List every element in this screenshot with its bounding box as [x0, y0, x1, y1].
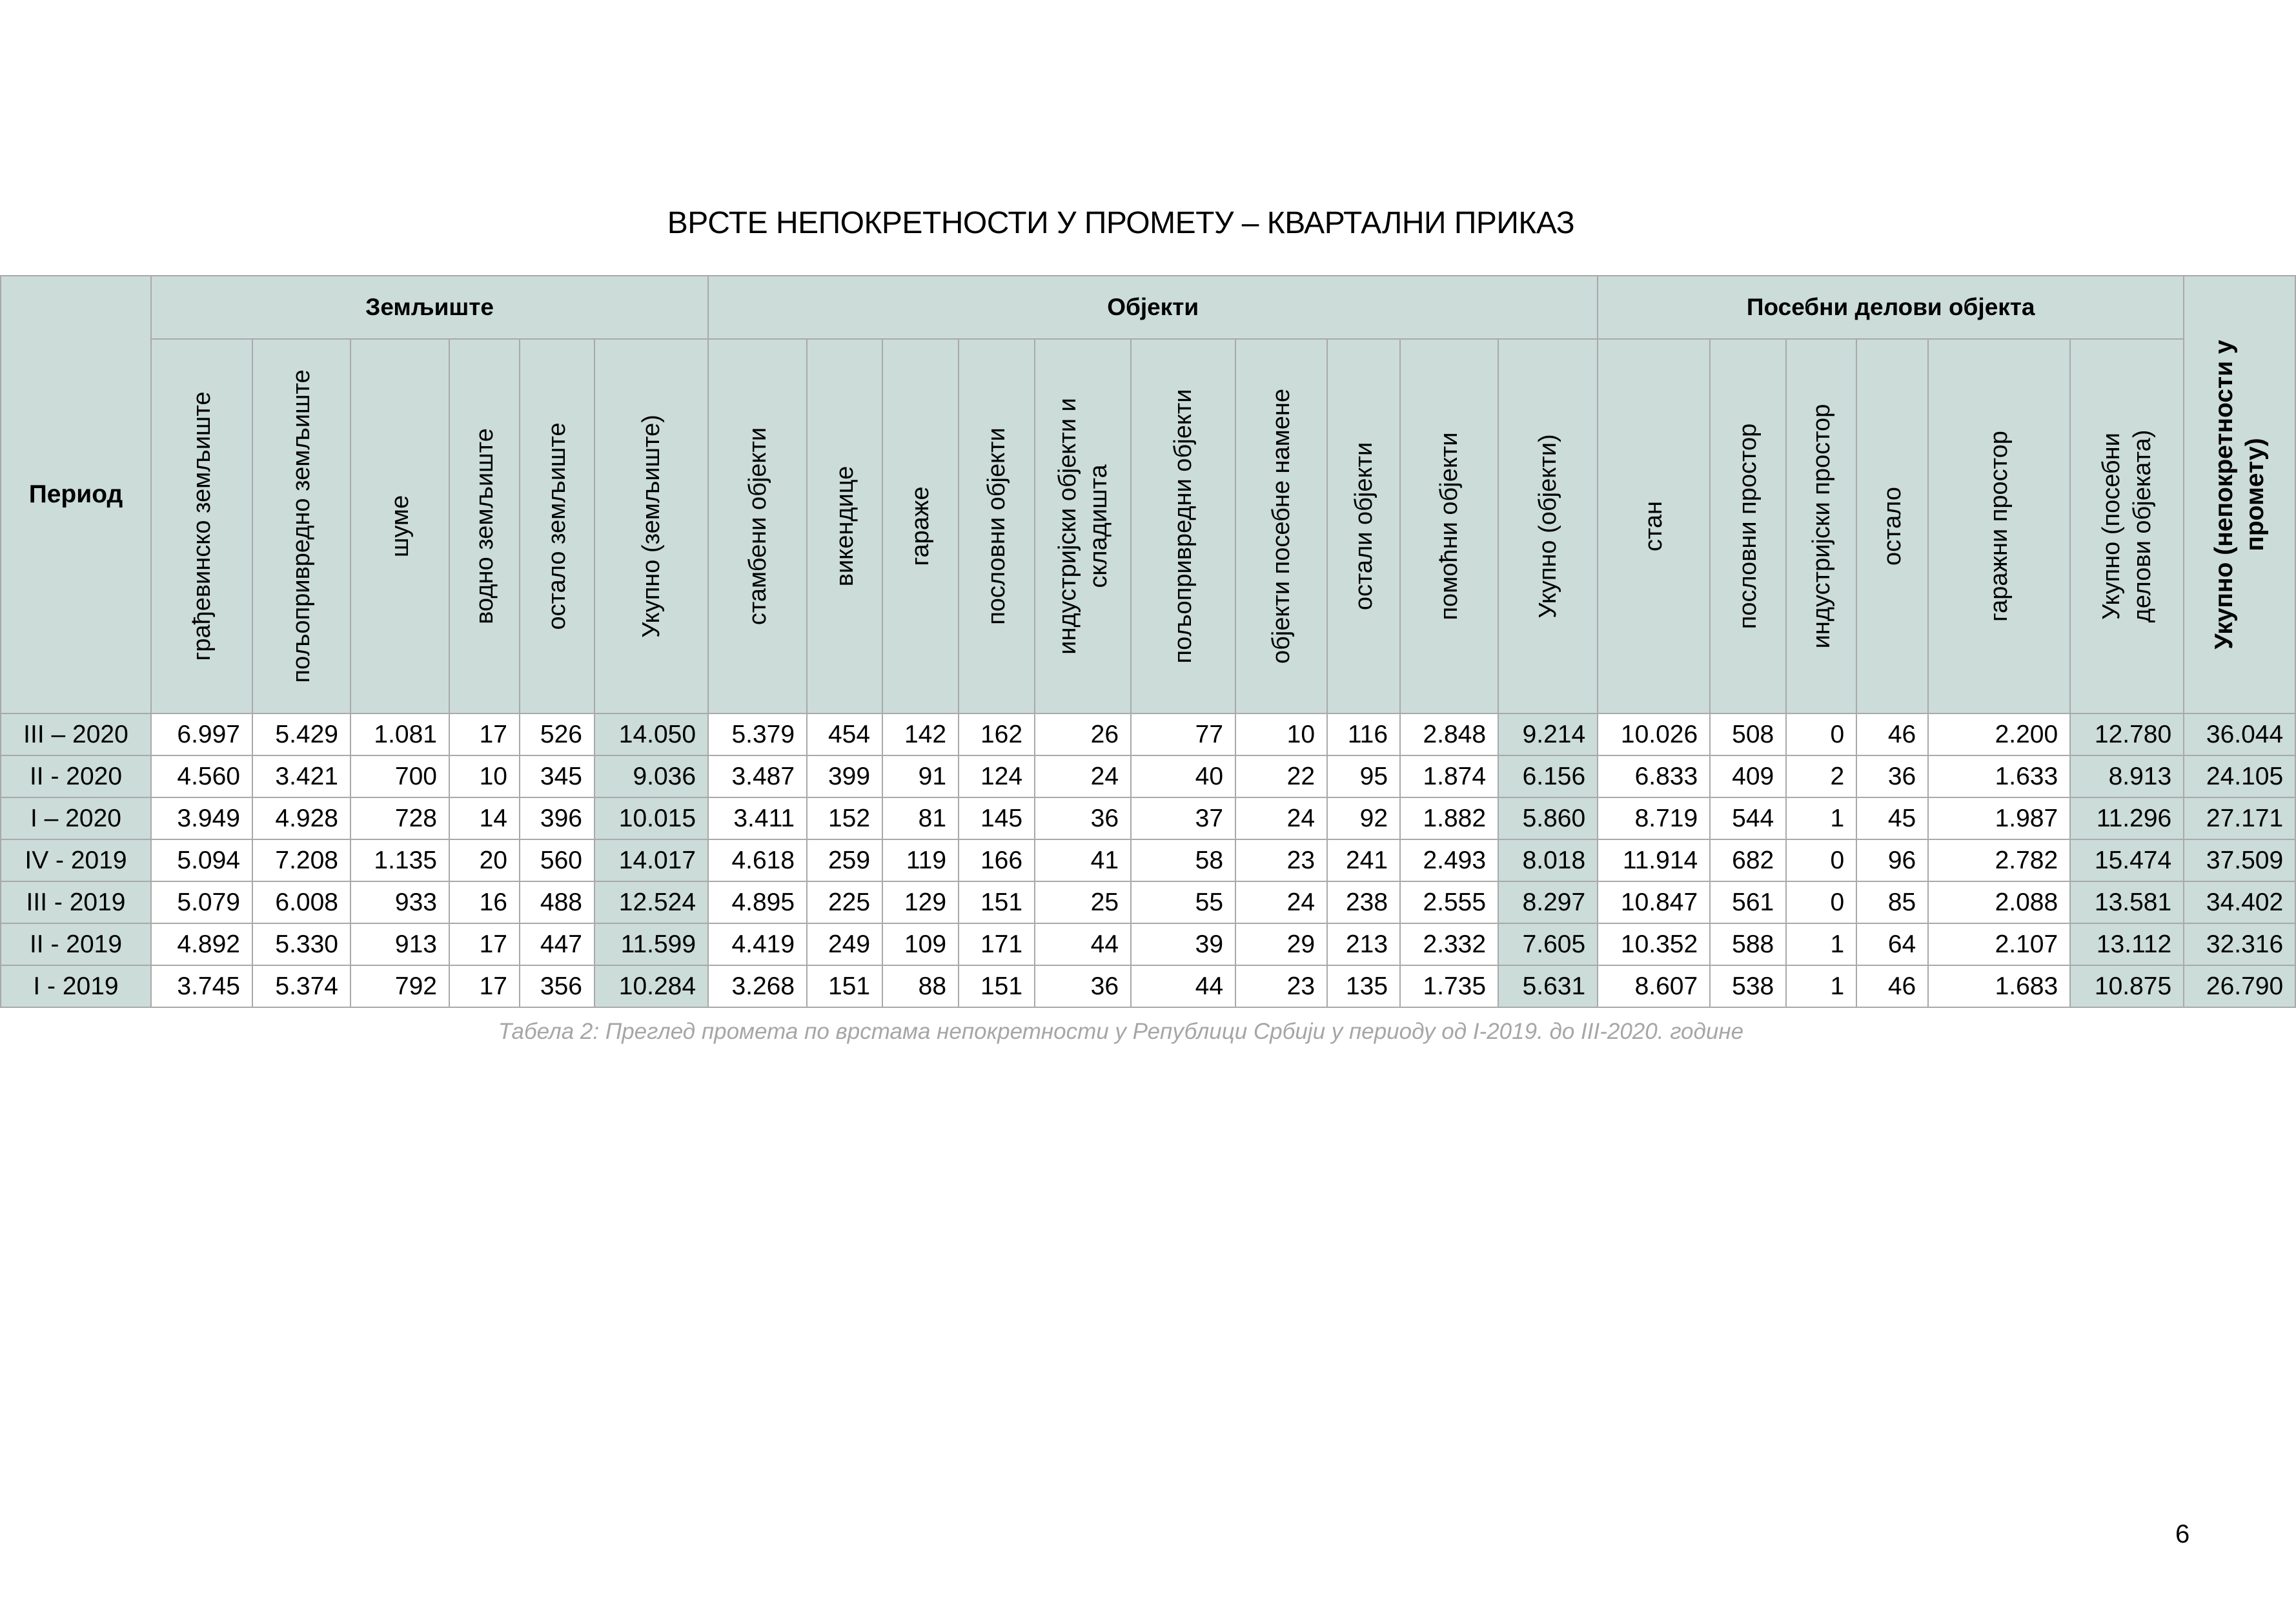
value-cell: 249 — [807, 923, 882, 965]
value-cell: 34.402 — [2184, 881, 2295, 923]
value-cell: 0 — [1786, 881, 1856, 923]
value-cell: 2.332 — [1400, 923, 1498, 965]
value-cell: 13.112 — [2070, 923, 2184, 965]
period-cell: I - 2019 — [1, 965, 151, 1007]
grand-total-header-line-2: промету) — [2240, 438, 2269, 551]
value-cell: 162 — [959, 713, 1035, 755]
table-row — [1, 965, 2295, 1007]
value-cell: 22 — [1235, 755, 1327, 797]
value-cell: 16 — [449, 881, 520, 923]
value-cell: 17 — [449, 923, 520, 965]
value-cell: 1.683 — [1928, 965, 2070, 1007]
column-header-label: стан — [1640, 500, 1668, 552]
period-cell: II - 2020 — [1, 755, 151, 797]
value-cell: 538 — [1710, 965, 1786, 1007]
land-group-header: Земљиште — [151, 276, 708, 339]
column-header-label: водно земљиште — [471, 428, 498, 624]
column-header-label: Укупно (земљиште) — [638, 415, 665, 638]
value-cell: 2.088 — [1928, 881, 2070, 923]
buildings-group-header: Објекти — [708, 276, 1598, 339]
value-cell: 2.782 — [1928, 839, 2070, 881]
table-row — [1, 881, 2295, 923]
value-cell: 10.284 — [594, 965, 708, 1007]
value-cell: 6.997 — [151, 713, 252, 755]
value-cell: 17 — [449, 713, 520, 755]
value-cell: 1 — [1786, 923, 1856, 965]
building-col-header-10 — [1498, 339, 1598, 713]
value-cell: 13.581 — [2070, 881, 2184, 923]
building-col-header-6 — [1131, 339, 1235, 713]
value-cell: 55 — [1131, 881, 1235, 923]
building-col-header-9 — [1400, 339, 1498, 713]
building-col-header-1 — [708, 339, 807, 713]
value-cell: 1.633 — [1928, 755, 2070, 797]
value-cell: 1.135 — [350, 839, 449, 881]
building-col-header-8 — [1327, 339, 1400, 713]
building-col-header-7 — [1235, 339, 1327, 713]
period-cell: I – 2020 — [1, 797, 151, 839]
period-cell: III – 2020 — [1, 713, 151, 755]
value-cell: 241 — [1327, 839, 1400, 881]
column-header-label: остало земљиште — [544, 422, 571, 630]
value-cell: 1 — [1786, 797, 1856, 839]
value-cell: 152 — [807, 797, 882, 839]
value-cell: 24 — [1235, 797, 1327, 839]
value-cell: 39 — [1131, 923, 1235, 965]
value-cell: 488 — [520, 881, 594, 923]
value-cell: 88 — [882, 965, 959, 1007]
value-cell: 682 — [1710, 839, 1786, 881]
column-header-label: складишта — [1084, 464, 1112, 588]
value-cell: 91 — [882, 755, 959, 797]
value-cell: 5.379 — [708, 713, 807, 755]
value-cell: 5.079 — [151, 881, 252, 923]
value-cell: 24.105 — [2184, 755, 2295, 797]
part-col-header-2 — [1710, 339, 1786, 713]
value-cell: 36 — [1856, 755, 1928, 797]
value-cell: 77 — [1131, 713, 1235, 755]
value-cell: 32.316 — [2184, 923, 2295, 965]
value-cell: 588 — [1710, 923, 1786, 965]
land-col-header-1 — [151, 339, 252, 713]
column-header-label: делови објеката) — [2129, 429, 2157, 623]
value-cell: 6.008 — [252, 881, 350, 923]
value-cell: 9.214 — [1498, 713, 1598, 755]
column-header-label: шуме — [386, 495, 414, 558]
land-col-header-6 — [594, 339, 708, 713]
value-cell: 151 — [807, 965, 882, 1007]
land-col-header-2 — [252, 339, 350, 713]
value-cell: 109 — [882, 923, 959, 965]
value-cell: 4.928 — [252, 797, 350, 839]
value-cell: 1.987 — [1928, 797, 2070, 839]
value-cell: 12.524 — [594, 881, 708, 923]
value-cell: 8.719 — [1598, 797, 1710, 839]
value-cell: 44 — [1035, 923, 1131, 965]
value-cell: 17 — [449, 965, 520, 1007]
value-cell: 14.017 — [594, 839, 708, 881]
value-cell: 26.790 — [2184, 965, 2295, 1007]
period-header: Период — [1, 276, 151, 713]
value-cell: 119 — [882, 839, 959, 881]
value-cell: 36 — [1035, 797, 1131, 839]
part-col-header-1 — [1598, 339, 1710, 713]
value-cell: 6.156 — [1498, 755, 1598, 797]
value-cell: 526 — [520, 713, 594, 755]
value-cell: 345 — [520, 755, 594, 797]
page-number: 6 — [2175, 1520, 2190, 1548]
value-cell: 26 — [1035, 713, 1131, 755]
value-cell: 124 — [959, 755, 1035, 797]
part-col-header-4 — [1856, 339, 1928, 713]
value-cell: 4.560 — [151, 755, 252, 797]
value-cell: 142 — [882, 713, 959, 755]
period-cell: II - 2019 — [1, 923, 151, 965]
value-cell: 4.419 — [708, 923, 807, 965]
value-cell: 544 — [1710, 797, 1786, 839]
value-cell: 2.200 — [1928, 713, 2070, 755]
value-cell: 213 — [1327, 923, 1400, 965]
value-cell: 36 — [1035, 965, 1131, 1007]
value-cell: 8.607 — [1598, 965, 1710, 1007]
land-col-header-4 — [449, 339, 520, 713]
value-cell: 409 — [1710, 755, 1786, 797]
value-cell: 135 — [1327, 965, 1400, 1007]
value-cell: 6.833 — [1598, 755, 1710, 797]
column-header-label: пољопривредно земљиште — [288, 369, 315, 683]
value-cell: 8.297 — [1498, 881, 1598, 923]
value-cell: 454 — [807, 713, 882, 755]
column-header-label: гараже — [907, 486, 935, 566]
value-cell: 4.892 — [151, 923, 252, 965]
column-header-label: Укупно (објекти) — [1534, 434, 1562, 619]
column-header-label: остало — [1878, 487, 1906, 566]
value-cell: 5.374 — [252, 965, 350, 1007]
value-cell: 10 — [1235, 713, 1327, 755]
column-header-label: гаражни простор — [1986, 431, 2013, 622]
value-cell: 81 — [882, 797, 959, 839]
value-cell: 10.026 — [1598, 713, 1710, 755]
value-cell: 46 — [1856, 965, 1928, 1007]
value-cell: 933 — [350, 881, 449, 923]
parts-group-header: Посебни делови објекта — [1598, 276, 2184, 339]
table-row — [1, 923, 2295, 965]
value-cell: 44 — [1131, 965, 1235, 1007]
value-cell: 2.848 — [1400, 713, 1498, 755]
part-col-header-3 — [1786, 339, 1856, 713]
value-cell: 225 — [807, 881, 882, 923]
value-cell: 27.171 — [2184, 797, 2295, 839]
value-cell: 5.429 — [252, 713, 350, 755]
value-cell: 3.268 — [708, 965, 807, 1007]
value-cell: 40 — [1131, 755, 1235, 797]
value-cell: 1 — [1786, 965, 1856, 1007]
value-cell: 85 — [1856, 881, 1928, 923]
value-cell: 792 — [350, 965, 449, 1007]
value-cell: 96 — [1856, 839, 1928, 881]
value-cell: 145 — [959, 797, 1035, 839]
value-cell: 2.555 — [1400, 881, 1498, 923]
column-header-label: стамбени објекти — [744, 427, 771, 626]
table-row — [1, 755, 2295, 797]
value-cell: 10.352 — [1598, 923, 1710, 965]
value-cell: 447 — [520, 923, 594, 965]
value-cell: 29 — [1235, 923, 1327, 965]
value-cell: 9.036 — [594, 755, 708, 797]
value-cell: 3.411 — [708, 797, 807, 839]
value-cell: 8.018 — [1498, 839, 1598, 881]
value-cell: 12.780 — [2070, 713, 2184, 755]
value-cell: 3.421 — [252, 755, 350, 797]
value-cell: 238 — [1327, 881, 1400, 923]
value-cell: 41 — [1035, 839, 1131, 881]
value-cell: 3.745 — [151, 965, 252, 1007]
value-cell: 2.107 — [1928, 923, 2070, 965]
column-header-label: пословни објекти — [983, 427, 1011, 625]
value-cell: 20 — [449, 839, 520, 881]
value-cell: 356 — [520, 965, 594, 1007]
table-row — [1, 713, 2295, 755]
part-col-header-6 — [2070, 339, 2184, 713]
table-row — [1, 797, 2295, 839]
value-cell: 58 — [1131, 839, 1235, 881]
value-cell: 92 — [1327, 797, 1400, 839]
value-cell: 7.605 — [1498, 923, 1598, 965]
column-header-label: пољопривредни објекти — [1170, 389, 1197, 664]
value-cell: 25 — [1035, 881, 1131, 923]
value-cell: 24 — [1035, 755, 1131, 797]
value-cell: 171 — [959, 923, 1035, 965]
period-cell: III - 2019 — [1, 881, 151, 923]
value-cell: 36.044 — [2184, 713, 2295, 755]
value-cell: 14.050 — [594, 713, 708, 755]
real-estate-table — [0, 275, 2296, 1008]
column-header-label: грађевинско земљиште — [188, 391, 216, 661]
value-cell: 45 — [1856, 797, 1928, 839]
value-cell: 3.949 — [151, 797, 252, 839]
value-cell: 10 — [449, 755, 520, 797]
value-cell: 10.847 — [1598, 881, 1710, 923]
value-cell: 7.208 — [252, 839, 350, 881]
table-row — [1, 839, 2295, 881]
value-cell: 151 — [959, 881, 1035, 923]
value-cell: 560 — [520, 839, 594, 881]
value-cell: 95 — [1327, 755, 1400, 797]
page-title: ВРСТЕ НЕПОКРЕТНОСТИ У ПРОМЕТУ – КВАРТАЛНИ ПРИКАЗ — [667, 206, 1575, 240]
building-col-header-4 — [959, 339, 1035, 713]
value-cell: 24 — [1235, 881, 1327, 923]
value-cell: 0 — [1786, 713, 1856, 755]
value-cell: 11.914 — [1598, 839, 1710, 881]
column-header-label: објекти посебне намене — [1268, 388, 1295, 664]
value-cell: 8.913 — [2070, 755, 2184, 797]
value-cell: 508 — [1710, 713, 1786, 755]
value-cell: 15.474 — [2070, 839, 2184, 881]
value-cell: 116 — [1327, 713, 1400, 755]
grand-total-header — [2184, 276, 2295, 713]
value-cell: 11.599 — [594, 923, 708, 965]
column-header-label: пословни простор — [1734, 423, 1762, 630]
building-col-header-5 — [1035, 339, 1131, 713]
value-cell: 37 — [1131, 797, 1235, 839]
value-cell: 259 — [807, 839, 882, 881]
column-header-label: помоћни објекти — [1436, 432, 1463, 621]
land-col-header-5 — [520, 339, 594, 713]
table-caption: Табела 2: Преглед промета по врстама непокретности у Републици Србији у периоду од I-2019. до III-2020. године — [498, 1019, 1744, 1044]
value-cell: 5.330 — [252, 923, 350, 965]
value-cell: 700 — [350, 755, 449, 797]
value-cell: 5.631 — [1498, 965, 1598, 1007]
value-cell: 1.081 — [350, 713, 449, 755]
value-cell: 1.735 — [1400, 965, 1498, 1007]
value-cell: 11.296 — [2070, 797, 2184, 839]
value-cell: 1.882 — [1400, 797, 1498, 839]
value-cell: 64 — [1856, 923, 1928, 965]
value-cell: 166 — [959, 839, 1035, 881]
value-cell: 10.875 — [2070, 965, 2184, 1007]
value-cell: 129 — [882, 881, 959, 923]
column-header-label: Укупно (посебни — [2098, 433, 2126, 620]
land-col-header-3 — [350, 339, 449, 713]
column-header-label: викендице — [831, 466, 858, 587]
building-col-header-2 — [807, 339, 882, 713]
value-cell: 2.493 — [1400, 839, 1498, 881]
value-cell: 5.860 — [1498, 797, 1598, 839]
building-col-header-3 — [882, 339, 959, 713]
value-cell: 728 — [350, 797, 449, 839]
value-cell: 4.618 — [708, 839, 807, 881]
value-cell: 1.874 — [1400, 755, 1498, 797]
value-cell: 23 — [1235, 965, 1327, 1007]
column-header-label: индустријски простор — [1807, 404, 1835, 649]
value-cell: 399 — [807, 755, 882, 797]
value-cell: 2 — [1786, 755, 1856, 797]
value-cell: 46 — [1856, 713, 1928, 755]
value-cell: 4.895 — [708, 881, 807, 923]
value-cell: 396 — [520, 797, 594, 839]
column-header-label: индустријски објекти и — [1053, 398, 1081, 655]
value-cell: 23 — [1235, 839, 1327, 881]
value-cell: 10.015 — [594, 797, 708, 839]
value-cell: 5.094 — [151, 839, 252, 881]
column-header-label: остали објекти — [1350, 442, 1377, 611]
value-cell: 37.509 — [2184, 839, 2295, 881]
value-cell: 14 — [449, 797, 520, 839]
value-cell: 913 — [350, 923, 449, 965]
part-col-header-5 — [1928, 339, 2070, 713]
value-cell: 561 — [1710, 881, 1786, 923]
period-cell: IV - 2019 — [1, 839, 151, 881]
value-cell: 0 — [1786, 839, 1856, 881]
grand-total-header-line-1: Укупно (непокретности у — [2210, 340, 2238, 650]
value-cell: 3.487 — [708, 755, 807, 797]
value-cell: 151 — [959, 965, 1035, 1007]
